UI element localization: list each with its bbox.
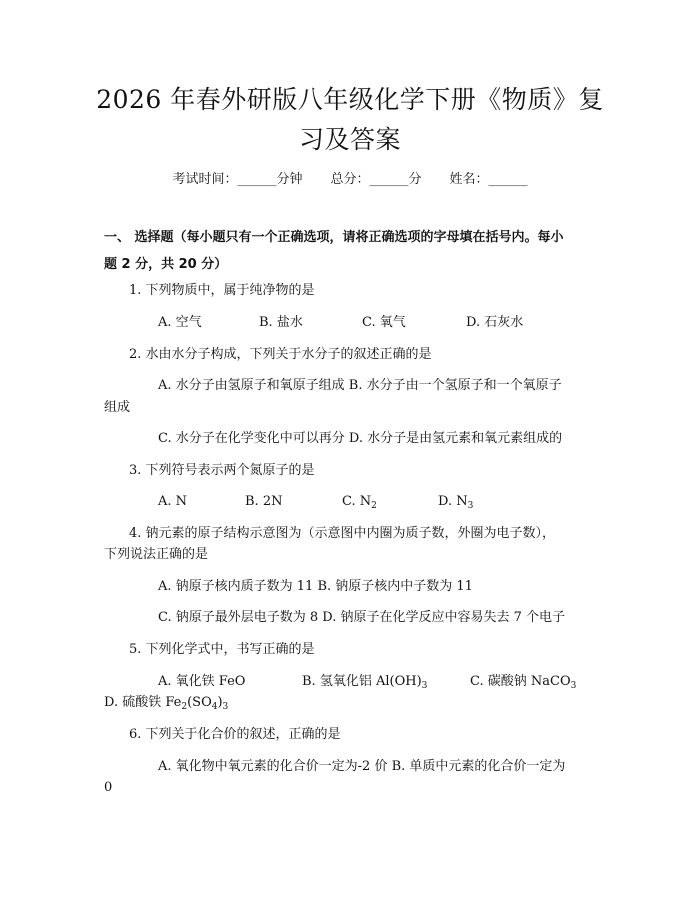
total-score-field: 总分：______分	[330, 172, 422, 187]
question-5-stem: 5. 下列化学式中，书写正确的是	[129, 642, 315, 657]
title-line-1: 2026 年春外研版八年级化学下册《物质》复	[96, 85, 604, 114]
question-1-option-a: A. 空气	[158, 315, 202, 330]
question-6-options-ab: A. 氧化物中氧元素的化合价一定为-2 价 B. 单质中元素的化合价一定为	[158, 759, 566, 774]
question-1-stem: 1. 下列物质中，属于纯净物的是	[129, 283, 315, 298]
question-3-stem: 3. 下列符号表示两个氮原子的是	[129, 463, 315, 478]
question-2-stem: 2. 水由水分子构成，下列关于水分子的叙述正确的是	[129, 347, 432, 362]
question-4-options-cd: C. 钠原子最外层电子数为 8 D. 钠原子在化学反应中容易失去 7 个电子	[158, 610, 566, 625]
question-6-stem: 6. 下列关于化合价的叙述，正确的是	[129, 727, 341, 742]
question-4-stem-continued: 下列说法正确的是	[104, 547, 209, 562]
question-3-option-a: A. N	[158, 494, 188, 509]
question-5-option-a: A. 氧化铁 FeO	[158, 674, 246, 689]
question-6-options-ab-continued: 0	[104, 780, 113, 795]
question-1-option-c: C. 氧气	[362, 315, 406, 330]
title-line-2: 习及答案	[298, 125, 401, 154]
question-3-option-b: B. 2N	[245, 494, 283, 509]
question-3-option-c: C. $N_2$	[342, 494, 377, 511]
question-5-option-b: B. 氢氧化铝 $Al(OH)_3$	[302, 674, 428, 691]
question-2-options-ab-continued: 组成	[104, 400, 131, 415]
question-2-options-ab: A. 水分子由氢原子和氧原子组成 B. 水分子由一个氢原子和一个氧原子	[158, 378, 562, 393]
question-1-option-b: B. 盐水	[259, 315, 303, 330]
section-heading-line-2: 题 2 分，共 20 分）	[104, 257, 228, 272]
question-1-option-d: D. 石灰水	[466, 315, 524, 330]
question-2-options-cd: C. 水分子在化学变化中可以再分 D. 水分子是由氢元素和氧元素组成的	[158, 431, 563, 446]
page-title	[70, 80, 630, 160]
exam-meta	[0, 168, 700, 187]
section-heading	[104, 224, 604, 278]
question-5-option-c: C. 碳酸钠 NaCO$_3$	[470, 674, 577, 691]
student-name-field: 姓名：______	[449, 172, 528, 187]
section-heading-line-1: 一、 选择题（每小题只有一个正确选项，请将正确选项的字母填在括号内。每小	[104, 230, 564, 245]
exam-time-field: 考试时间：______分钟	[172, 172, 303, 187]
question-5-option-d: D. 硫酸铁 $Fe_2(SO_4)_3$	[104, 695, 229, 712]
question-4-options-ab: A. 钠原子核内质子数为 11 B. 钠原子核内中子数为 11	[158, 579, 473, 594]
question-4-stem: 4. 钠元素的原子结构示意图为（示意图中内圈为质子数，外圈为电子数），	[129, 526, 556, 541]
question-3-option-d: D. $N_3$	[438, 494, 474, 511]
